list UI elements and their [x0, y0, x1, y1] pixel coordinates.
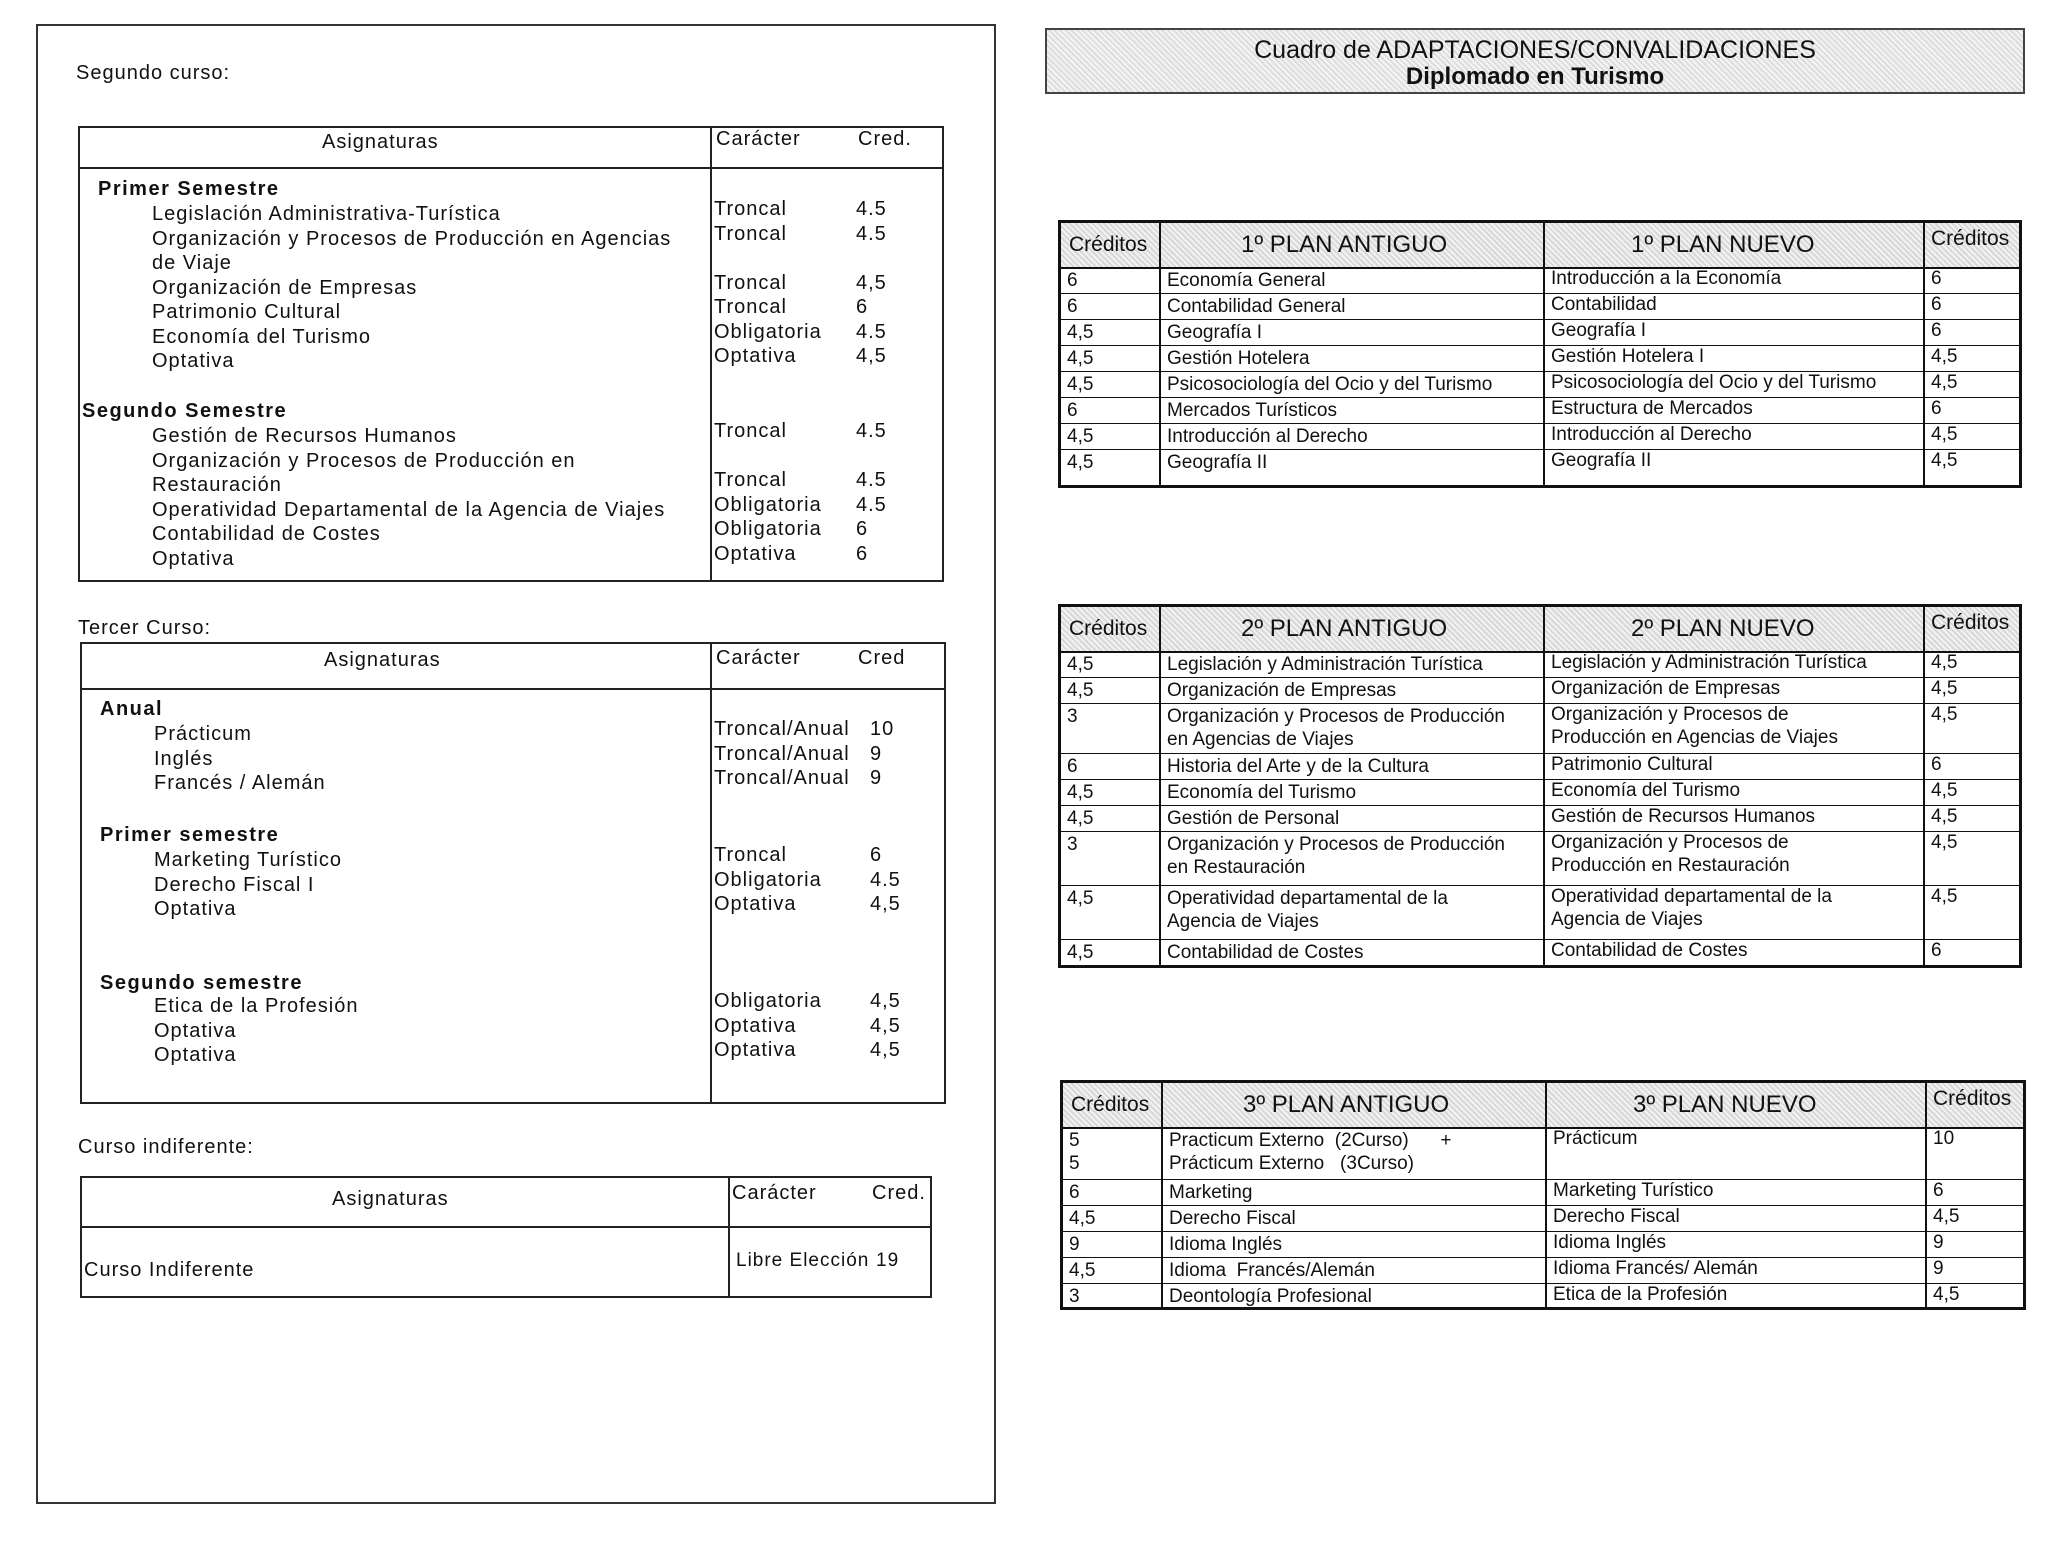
- cell-plan-nuevo: Organización y Procesos de Producción en Agencias de Viajes: [1551, 704, 1838, 748]
- cell-plan-antiguo: Practicum Externo (2Curso) + Prácticum Externo (3Curso): [1169, 1130, 1452, 1174]
- cell-plan-nuevo: Gestión Hotelera I: [1551, 346, 1705, 367]
- header-creditos-new: Créditos: [1931, 227, 2010, 250]
- section-primer-semestre: Primer semestre: [100, 824, 280, 846]
- cell-plan-antiguo: Gestión de Personal: [1167, 808, 1340, 829]
- cell-plan-nuevo: Etica de la Profesión: [1553, 1284, 1728, 1305]
- cell-creditos-new: 6: [1931, 940, 1942, 961]
- cell-plan-nuevo: Geografía II: [1551, 450, 1652, 471]
- curso-indiferente-table: [80, 1176, 932, 1298]
- course-caracter: Troncal/Anual: [714, 767, 850, 789]
- cell-plan-antiguo: Idioma Francés/Alemán: [1169, 1260, 1375, 1281]
- cell-creditos-new: 4,5: [1931, 806, 1958, 827]
- cell-creditos-new: 6: [1931, 398, 1942, 419]
- cell-creditos-old: 4,5: [1067, 452, 1094, 473]
- row-divider: [1063, 1257, 2023, 1258]
- cell-plan-nuevo: Gestión de Recursos Humanos: [1551, 806, 1816, 827]
- course-cred: 6: [856, 542, 869, 565]
- course-name: Economía del Turismo: [152, 325, 371, 348]
- section-primer-semestre: Primer Semestre: [98, 178, 280, 200]
- row-divider: [1061, 677, 2019, 678]
- subtitle: Diplomado en Turismo: [1405, 63, 1665, 90]
- convalidation-table-3: [1060, 1080, 2026, 1310]
- cell-creditos-old: 4,5: [1067, 654, 1094, 675]
- course-cred: 4.5: [870, 868, 901, 891]
- cell-creditos-new: 10: [1933, 1128, 1955, 1149]
- course-name: de Viaje: [152, 252, 232, 274]
- cell-plan-nuevo: Patrimonio Cultural: [1551, 754, 1713, 775]
- cell-plan-antiguo: Introducción al Derecho: [1167, 426, 1368, 447]
- cell-creditos-old: 9: [1069, 1234, 1080, 1255]
- cell-plan-antiguo: Contabilidad General: [1167, 296, 1346, 317]
- cell-creditos-new: 4,5: [1931, 886, 1958, 907]
- cell-creditos-new: 6: [1931, 754, 1942, 775]
- course-caracter: Troncal: [714, 469, 787, 491]
- tercer-curso-heading: Tercer Curso:: [78, 617, 212, 639]
- course-caracter: Troncal: [714, 844, 787, 866]
- row-divider: [1061, 831, 2019, 832]
- cell-creditos-new: 4,5: [1931, 424, 1958, 445]
- row-divider: [1061, 397, 2019, 398]
- course-caracter: Obligatoria: [714, 990, 822, 1012]
- cell-plan-nuevo: Derecho Fiscal: [1553, 1206, 1680, 1227]
- tercer-curso-table: [80, 642, 946, 1104]
- cell-plan-nuevo: Contabilidad de Costes: [1551, 940, 1748, 961]
- cell-plan-antiguo: Derecho Fiscal: [1169, 1208, 1296, 1229]
- course-name: Organización y Procesos de Producción en: [152, 449, 576, 472]
- cell-plan-antiguo: Contabilidad de Costes: [1167, 942, 1364, 963]
- row-divider: [1063, 1283, 2023, 1284]
- cell-creditos-old: 4,5: [1067, 348, 1094, 369]
- header-creditos-old: Créditos: [1069, 233, 1148, 256]
- course-name: Prácticum: [154, 723, 252, 745]
- table-header-row: [1061, 223, 2019, 269]
- cell-plan-nuevo: Prácticum: [1553, 1128, 1638, 1149]
- cell-creditos-old: 3: [1067, 834, 1078, 855]
- cell-plan-nuevo: Introducción al Derecho: [1551, 424, 1752, 445]
- cell-creditos-old: 6: [1067, 270, 1078, 291]
- header-plan-antiguo: 3º PLAN ANTIGUO: [1243, 1091, 1450, 1118]
- row-divider: [1063, 1231, 2023, 1232]
- row-divider: [1061, 753, 2019, 754]
- course-name: Optativa: [154, 898, 237, 920]
- cell-plan-nuevo: Idioma Francés/ Alemán: [1553, 1258, 1758, 1279]
- row-caracter: Libre Elección: [736, 1250, 870, 1271]
- row-divider: [1061, 885, 2019, 886]
- course-caracter: Obligatoria: [714, 868, 822, 891]
- cell-plan-antiguo: Gestión Hotelera: [1167, 348, 1310, 369]
- cell-plan-nuevo: Introducción a la Economía: [1551, 268, 1782, 289]
- column-divider: [1545, 1083, 1547, 1307]
- header-creditos-old: Créditos: [1071, 1093, 1150, 1116]
- cell-plan-nuevo: Contabilidad: [1551, 294, 1657, 315]
- column-divider: [1925, 1083, 1927, 1307]
- course-cred: 4.5: [856, 420, 887, 442]
- section-segundo-semestre: Segundo semestre: [100, 972, 303, 994]
- course-cred: 4.5: [856, 320, 887, 343]
- course-cred: 6: [856, 518, 869, 540]
- course-caracter: Troncal: [714, 198, 787, 220]
- course-name: Optativa: [152, 547, 235, 570]
- cell-creditos-new: 4,5: [1931, 780, 1958, 801]
- course-name: Contabilidad de Costes: [152, 523, 381, 545]
- row-divider: [1063, 1205, 2023, 1206]
- col-asignaturas: Asignaturas: [332, 1188, 449, 1210]
- header-plan-antiguo: 2º PLAN ANTIGUO: [1241, 615, 1448, 642]
- course-name: Optativa: [152, 350, 235, 372]
- course-name: Optativa: [154, 1044, 237, 1066]
- col-asignaturas: Asignaturas: [322, 131, 439, 153]
- course-caracter: Optativa: [714, 893, 797, 915]
- course-name: Francés / Alemán: [154, 772, 326, 794]
- column-divider: [1543, 607, 1545, 965]
- course-cred: 4.5: [856, 198, 887, 220]
- cell-plan-nuevo: Organización y Procesos de Producción en Restauración: [1551, 832, 1790, 876]
- convalidation-table-1: [1058, 220, 2022, 488]
- course-name: Legislación Administrativa-Turística: [152, 203, 501, 225]
- cell-plan-nuevo: Legislación y Administración Turística: [1551, 652, 1867, 673]
- cell-creditos-new: 4,5: [1931, 678, 1958, 699]
- cell-creditos-old: 4,5: [1069, 1208, 1096, 1229]
- course-name: Restauración: [152, 474, 282, 496]
- cell-plan-antiguo: Geografía I: [1167, 322, 1263, 343]
- course-name: Etica de la Profesión: [154, 995, 359, 1017]
- header-plan-antiguo: 1º PLAN ANTIGUO: [1241, 231, 1448, 258]
- course-cred: 6: [856, 296, 869, 318]
- course-caracter: Troncal/Anual: [714, 742, 850, 765]
- cell-plan-nuevo: Marketing Turístico: [1553, 1180, 1714, 1201]
- cell-plan-antiguo: Economía General: [1167, 270, 1326, 291]
- cell-plan-antiguo: Legislación y Administración Turística: [1167, 654, 1483, 675]
- section-anual: Anual: [100, 698, 164, 720]
- course-cred: 4,5: [870, 1039, 901, 1061]
- cell-plan-antiguo: Geografía II: [1167, 452, 1268, 473]
- title-box: [1045, 28, 2025, 94]
- course-name: Marketing Turístico: [154, 849, 342, 871]
- course-caracter: Troncal/Anual: [714, 718, 850, 740]
- course-caracter: Troncal: [714, 271, 787, 294]
- column-divider: [1159, 223, 1161, 485]
- header-creditos-new: Créditos: [1933, 1087, 2012, 1110]
- course-cred: 4,5: [856, 345, 887, 367]
- course-cred: 4.5: [856, 493, 887, 516]
- cell-creditos-old: 6: [1067, 296, 1078, 317]
- course-cred: 4.5: [856, 469, 887, 491]
- row-divider: [1061, 779, 2019, 780]
- header-creditos-new: Créditos: [1931, 611, 2010, 634]
- course-caracter: Optativa: [714, 345, 797, 367]
- segundo-curso-table: [78, 126, 944, 582]
- cell-creditos-old: 4,5: [1067, 680, 1094, 701]
- cell-plan-antiguo: Mercados Turísticos: [1167, 400, 1337, 421]
- cell-plan-antiguo: Economía del Turismo: [1167, 782, 1357, 803]
- cell-creditos-old: 4,5: [1067, 374, 1094, 395]
- cell-plan-nuevo: Idioma Inglés: [1553, 1232, 1667, 1253]
- table-header-row: [1063, 1083, 2023, 1129]
- row-divider: [1061, 449, 2019, 450]
- cell-creditos-new: 6: [1931, 294, 1942, 315]
- cell-creditos-old: 4,5: [1069, 1260, 1096, 1281]
- header-creditos-old: Créditos: [1069, 617, 1148, 640]
- header-plan-nuevo: 1º PLAN NUEVO: [1631, 231, 1815, 258]
- row-divider: [1063, 1179, 2023, 1180]
- section-segundo-semestre: Segundo Semestre: [82, 400, 288, 422]
- course-cred: 4,5: [856, 271, 887, 294]
- course-name: Derecho Fiscal I: [154, 873, 315, 896]
- cell-creditos-new: 4,5: [1931, 346, 1958, 367]
- cell-creditos-old: 4,5: [1067, 322, 1094, 343]
- column-divider: [1543, 223, 1545, 485]
- course-caracter: Obligatoria: [714, 320, 822, 343]
- convalidation-table-2: [1058, 604, 2022, 968]
- cell-creditos-old: 6: [1069, 1182, 1080, 1203]
- cell-creditos-new: 4,5: [1931, 832, 1958, 853]
- course-cred: 4,5: [870, 990, 901, 1012]
- cell-creditos-new: 4,5: [1931, 372, 1958, 393]
- course-caracter: Optativa: [714, 1014, 797, 1037]
- cell-plan-antiguo: Historia del Arte y de la Cultura: [1167, 756, 1429, 777]
- cell-creditos-old: 4,5: [1067, 942, 1094, 963]
- course-cred: 4.5: [856, 222, 887, 245]
- row-divider: [1061, 939, 2019, 940]
- cell-creditos-old: 6: [1067, 756, 1078, 777]
- cell-creditos-old: 4,5: [1067, 782, 1094, 803]
- cell-plan-nuevo: Operatividad departamental de la Agencia de Viajes: [1551, 886, 1832, 930]
- cell-plan-nuevo: Psicosociología del Ocio y del Turismo: [1551, 372, 1877, 393]
- course-cred: 9: [870, 767, 883, 789]
- cell-creditos-old: 3: [1069, 1286, 1080, 1307]
- cell-plan-antiguo: Operatividad departamental de la Agencia de Viajes: [1167, 888, 1448, 932]
- header-plan-nuevo: 2º PLAN NUEVO: [1631, 615, 1815, 642]
- col-caracter: Carácter: [716, 128, 801, 150]
- cell-plan-antiguo: Organización y Procesos de Producción en Agencias de Viajes: [1167, 706, 1505, 750]
- course-caracter: Optativa: [714, 542, 797, 565]
- course-caracter: Troncal: [714, 420, 787, 442]
- cell-creditos-new: 4,5: [1931, 450, 1958, 471]
- row-cred: 19: [876, 1250, 900, 1271]
- course-cred: 4,5: [870, 1014, 901, 1037]
- column-divider: [1161, 1083, 1163, 1307]
- cell-creditos-new: 4,5: [1931, 652, 1958, 673]
- row-name: Curso Indiferente: [84, 1259, 255, 1281]
- cell-creditos-new: 6: [1931, 268, 1942, 289]
- cell-creditos-new: 6: [1931, 320, 1942, 341]
- row-divider: [1061, 293, 2019, 294]
- course-name: Optativa: [154, 1019, 237, 1042]
- cell-creditos-old: 5 5: [1069, 1130, 1080, 1174]
- cell-plan-nuevo: Economía del Turismo: [1551, 780, 1741, 801]
- course-name: Organización de Empresas: [152, 276, 418, 299]
- column-divider: [1923, 607, 1925, 965]
- row-divider: [1061, 805, 2019, 806]
- course-caracter: Optativa: [714, 1039, 797, 1061]
- course-caracter: Troncal: [714, 222, 787, 245]
- course-caracter: Obligatoria: [714, 493, 822, 516]
- cell-plan-antiguo: Psicosociología del Ocio y del Turismo: [1167, 374, 1493, 395]
- course-name: Patrimonio Cultural: [152, 301, 342, 323]
- row-divider: [1061, 423, 2019, 424]
- cell-creditos-new: 9: [1933, 1232, 1944, 1253]
- course-name: Gestión de Recursos Humanos: [152, 425, 457, 447]
- course-cred: 10: [870, 718, 895, 740]
- cell-creditos-new: 4,5: [1933, 1206, 1960, 1227]
- row-divider: [1061, 319, 2019, 320]
- cell-creditos-old: 3: [1067, 706, 1078, 727]
- course-name: Inglés: [154, 747, 214, 770]
- table-header-row: [1061, 607, 2019, 653]
- course-caracter: Obligatoria: [714, 518, 822, 540]
- course-name: Operatividad Departamental de la Agencia de Viajes: [152, 498, 666, 521]
- segundo-curso-heading: Segundo curso:: [76, 62, 231, 84]
- cell-creditos-old: 4,5: [1067, 888, 1094, 909]
- col-asignaturas: Asignaturas: [324, 649, 441, 671]
- cell-plan-antiguo: Organización y Procesos de Producción en Restauración: [1167, 834, 1505, 878]
- column-divider: [1923, 223, 1925, 485]
- cell-plan-nuevo: Organización de Empresas: [1551, 678, 1781, 699]
- col-cred: Cred: [858, 647, 906, 669]
- cell-creditos-new: 9: [1933, 1258, 1944, 1279]
- cell-creditos-old: 6: [1067, 400, 1078, 421]
- cell-plan-nuevo: Estructura de Mercados: [1551, 398, 1753, 419]
- cell-plan-antiguo: Marketing: [1169, 1182, 1253, 1203]
- main-title: Cuadro de ADAPTACIONES/CONVALIDACIONES: [1254, 36, 1816, 64]
- cell-creditos-new: 4,5: [1933, 1284, 1960, 1305]
- cell-creditos-new: 6: [1933, 1180, 1944, 1201]
- col-caracter: Carácter: [732, 1182, 817, 1204]
- cell-plan-antiguo: Idioma Inglés: [1169, 1234, 1283, 1255]
- col-cred: Cred.: [872, 1182, 926, 1204]
- cell-plan-antiguo: Deontología Profesional: [1169, 1286, 1372, 1307]
- course-cred: 6: [870, 844, 883, 866]
- cell-creditos-new: 4,5: [1931, 704, 1958, 725]
- course-cred: 4,5: [870, 893, 901, 915]
- cell-plan-nuevo: Geografía I: [1551, 320, 1647, 341]
- col-cred: Cred.: [858, 128, 912, 150]
- row-divider: [1061, 345, 2019, 346]
- curso-indiferente-heading: Curso indiferente:: [78, 1136, 254, 1158]
- column-divider: [1159, 607, 1161, 965]
- course-name: Organización y Procesos de Producción en Agencias: [152, 227, 672, 250]
- course-caracter: Troncal: [714, 296, 787, 318]
- row-divider: [1061, 703, 2019, 704]
- cell-plan-antiguo: Organización de Empresas: [1167, 680, 1397, 701]
- course-cred: 9: [870, 742, 883, 765]
- header-plan-nuevo: 3º PLAN NUEVO: [1633, 1091, 1817, 1118]
- col-caracter: Carácter: [716, 647, 801, 669]
- cell-creditos-old: 4,5: [1067, 808, 1094, 829]
- cell-creditos-old: 4,5: [1067, 426, 1094, 447]
